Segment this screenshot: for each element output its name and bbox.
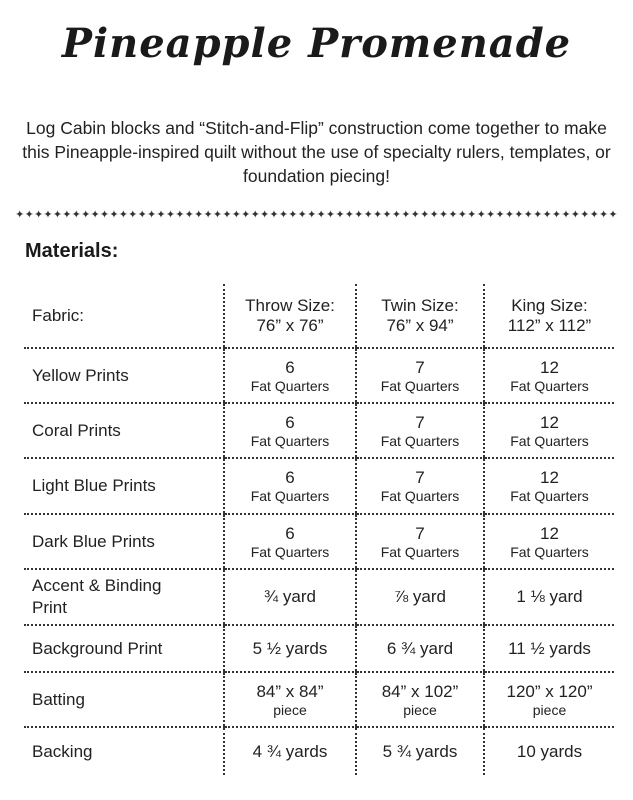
cell-king (484, 672, 614, 727)
cell-value: 7 (415, 412, 425, 432)
cell-king (484, 458, 614, 514)
cell-twin (356, 458, 484, 514)
header-twin-size: 76” x 94” (386, 315, 454, 335)
cell-twin: 6 ¾ yard (356, 625, 484, 672)
page-title: Pineapple Promenade (61, 20, 572, 67)
cell-value: 6 (285, 468, 295, 487)
cell-twin (356, 672, 484, 727)
cell-value: 7 (415, 523, 425, 543)
cell-throw: ¾ yard (224, 569, 356, 625)
cell-throw (224, 458, 356, 514)
cell-value: 6 (285, 357, 295, 377)
cell-unit: piece (403, 701, 437, 718)
cell-king (484, 348, 614, 403)
materials-heading: Materials: (25, 240, 119, 262)
table-row (24, 727, 614, 775)
row-label (24, 569, 224, 625)
cell-value: 12 (540, 523, 559, 543)
cell-throw (224, 348, 356, 403)
row-label: Coral Prints (24, 403, 224, 458)
row-label: Background Print (24, 625, 224, 672)
header-twin-name: Twin Size: (381, 295, 459, 315)
cell-value: 7 (415, 468, 425, 487)
cell-unit: Fat Quarters (250, 543, 330, 560)
header-twin (356, 284, 484, 348)
cell-twin (356, 403, 484, 458)
cell-throw (224, 514, 356, 569)
table-row (24, 403, 614, 458)
table-row (24, 569, 614, 625)
table-header-row (24, 284, 614, 348)
cell-value: 120” x 120” (506, 681, 593, 701)
cell-king: 11 ½ yards (484, 625, 614, 672)
cell-king: 10 yards (484, 727, 614, 775)
header-king-size: 112” x 112” (507, 315, 592, 335)
table-row (24, 625, 614, 672)
cell-twin (356, 514, 484, 569)
cell-unit: Fat Quarters (510, 432, 589, 449)
cell-unit: piece (532, 701, 567, 718)
cell-value: 12 (540, 468, 559, 487)
table-row (24, 458, 614, 514)
cell-unit: Fat Quarters (510, 377, 589, 394)
header-throw (224, 284, 356, 348)
cell-unit: Fat Quarters (250, 488, 330, 504)
cell-unit: Fat Quarters (380, 432, 460, 449)
cell-value: 6 (285, 523, 295, 543)
cell-throw (224, 403, 356, 458)
cell-value: 12 (540, 412, 559, 432)
row-label: Backing (32, 741, 93, 761)
cell-unit: Fat Quarters (250, 432, 330, 449)
divider-top: ✦✦✦✦✦✦✦✦✦✦✦✦✦✦✦✦✦✦✦✦✦✦✦✦✦✦✦✦✦✦✦✦✦✦✦✦✦✦✦✦✦✦✦✦✦✦✦✦✦✦✦✦✦✦✦✦✦✦✦✦✦✦✦✦ (15, 210, 618, 220)
cell-throw: 4 ¾ yards (224, 727, 356, 775)
cell-king: 1 ⅛ yard (484, 569, 614, 625)
header-throw-name: Throw Size: (245, 295, 335, 315)
divider-bottom (8, 790, 625, 800)
cell-king (484, 514, 614, 569)
header-fabric: Fabric: (24, 284, 224, 348)
header-throw-size: 76” x 76” (256, 315, 324, 335)
cell-value: 6 (285, 412, 295, 432)
cell-value: 84” x 102” (381, 681, 459, 701)
table-row (24, 672, 614, 727)
materials-table (24, 284, 614, 775)
cell-unit: Fat Quarters (510, 543, 589, 560)
cell-twin: ⅞ yard (356, 569, 484, 625)
header-king-name: King Size: (511, 295, 588, 315)
cell-unit: Fat Quarters (380, 377, 460, 394)
cell-throw: 5 ½ yards (224, 625, 356, 672)
row-label: Light Blue Prints (24, 458, 224, 514)
cell-value: 7 (415, 357, 425, 377)
row-label-line1: Accent & Binding (32, 576, 162, 595)
cell-value: 84” x 84” (256, 681, 324, 701)
cell-king (484, 403, 614, 458)
cell-throw (224, 672, 356, 727)
row-label: Yellow Prints (24, 348, 224, 403)
row-label: Dark Blue Prints (24, 514, 224, 569)
cell-twin: 5 ¾ yards (356, 727, 484, 775)
cell-unit: Fat Quarters (250, 377, 330, 394)
cell-value: 12 (540, 357, 559, 377)
cell-unit: Fat Quarters (510, 488, 589, 504)
table-row (24, 514, 614, 569)
cell-unit: Fat Quarters (380, 543, 460, 560)
table-row (24, 348, 614, 403)
cell-unit: Fat Quarters (380, 488, 460, 504)
header-king (484, 284, 614, 348)
cell-twin (356, 348, 484, 403)
row-label-line2: Print (32, 598, 67, 617)
cell-unit: piece (273, 701, 307, 718)
intro-text: Log Cabin blocks and “Stitch-and-Flip” construction come together to make this Pineapple-inspired quilt without the use of specialty rulers, templates, or foundation piecing! (22, 118, 611, 186)
row-label: Batting (24, 672, 224, 727)
